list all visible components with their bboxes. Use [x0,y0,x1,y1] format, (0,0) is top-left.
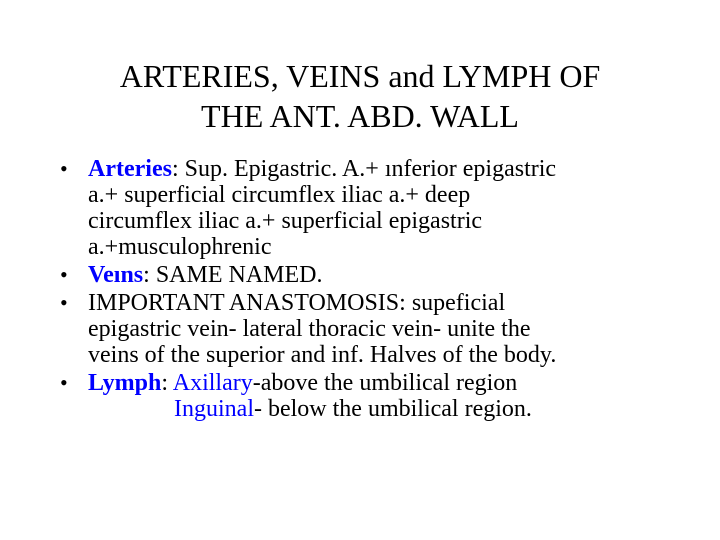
axillary-term: Axillary [172,370,253,396]
arteries-label: Arteries [88,156,172,182]
veins-line [88,262,688,288]
lymph-label: Lymph [88,370,162,396]
bullet-marker: • [60,290,68,315]
title-line-1: ARTERIES, VEINS and LYMPH OF [119,58,601,94]
bullet-lymph [60,370,688,422]
arteries-line-2: a.+ superficial circumflex iliac a.+ deep [88,182,471,208]
arteries-line-3: circumflex iliac a.+ superficial epigastric [88,208,483,234]
anastomosis-line-1: IMPORTANT ANASTOMOSIS: supeficial [88,290,506,316]
bullet-list [60,156,688,424]
arteries-line-4: a.+musculophrenic [88,234,272,260]
title-line-2: THE ANT. ABD. WALL [201,98,519,134]
veins-label: Veıns [88,262,144,288]
lymph-line-1 [88,370,688,396]
axillary-text: -above the umbilical region [252,370,518,396]
veins-colon: : [143,262,150,288]
inguinal-term: Inguinal [174,396,254,422]
bullet-marker: • [60,156,68,181]
bullet-anastomosis [60,290,688,368]
bullet-marker: • [60,370,68,395]
veins-text: SAME NAMED. [149,262,323,288]
anastomosis-line-3: veins of the superior and inf. Halves of the body. [88,342,557,368]
slide-title [60,56,660,136]
bullet-arteries [60,156,688,260]
bullet-veins [60,262,688,288]
arteries-line-1 [88,156,688,182]
arteries-text-1: Sup. Epigastric. A.+ ınferior epigastric [178,156,557,182]
arteries-colon: : [171,156,179,182]
lymph-line-2 [88,396,688,422]
inguinal-text: - below the umbilical region. [253,396,532,422]
anastomosis-line-2: epigastric vein- lateral thoracic vein- unite the [88,316,531,342]
bullet-marker: • [60,262,68,287]
lymph-colon: : [161,370,169,396]
